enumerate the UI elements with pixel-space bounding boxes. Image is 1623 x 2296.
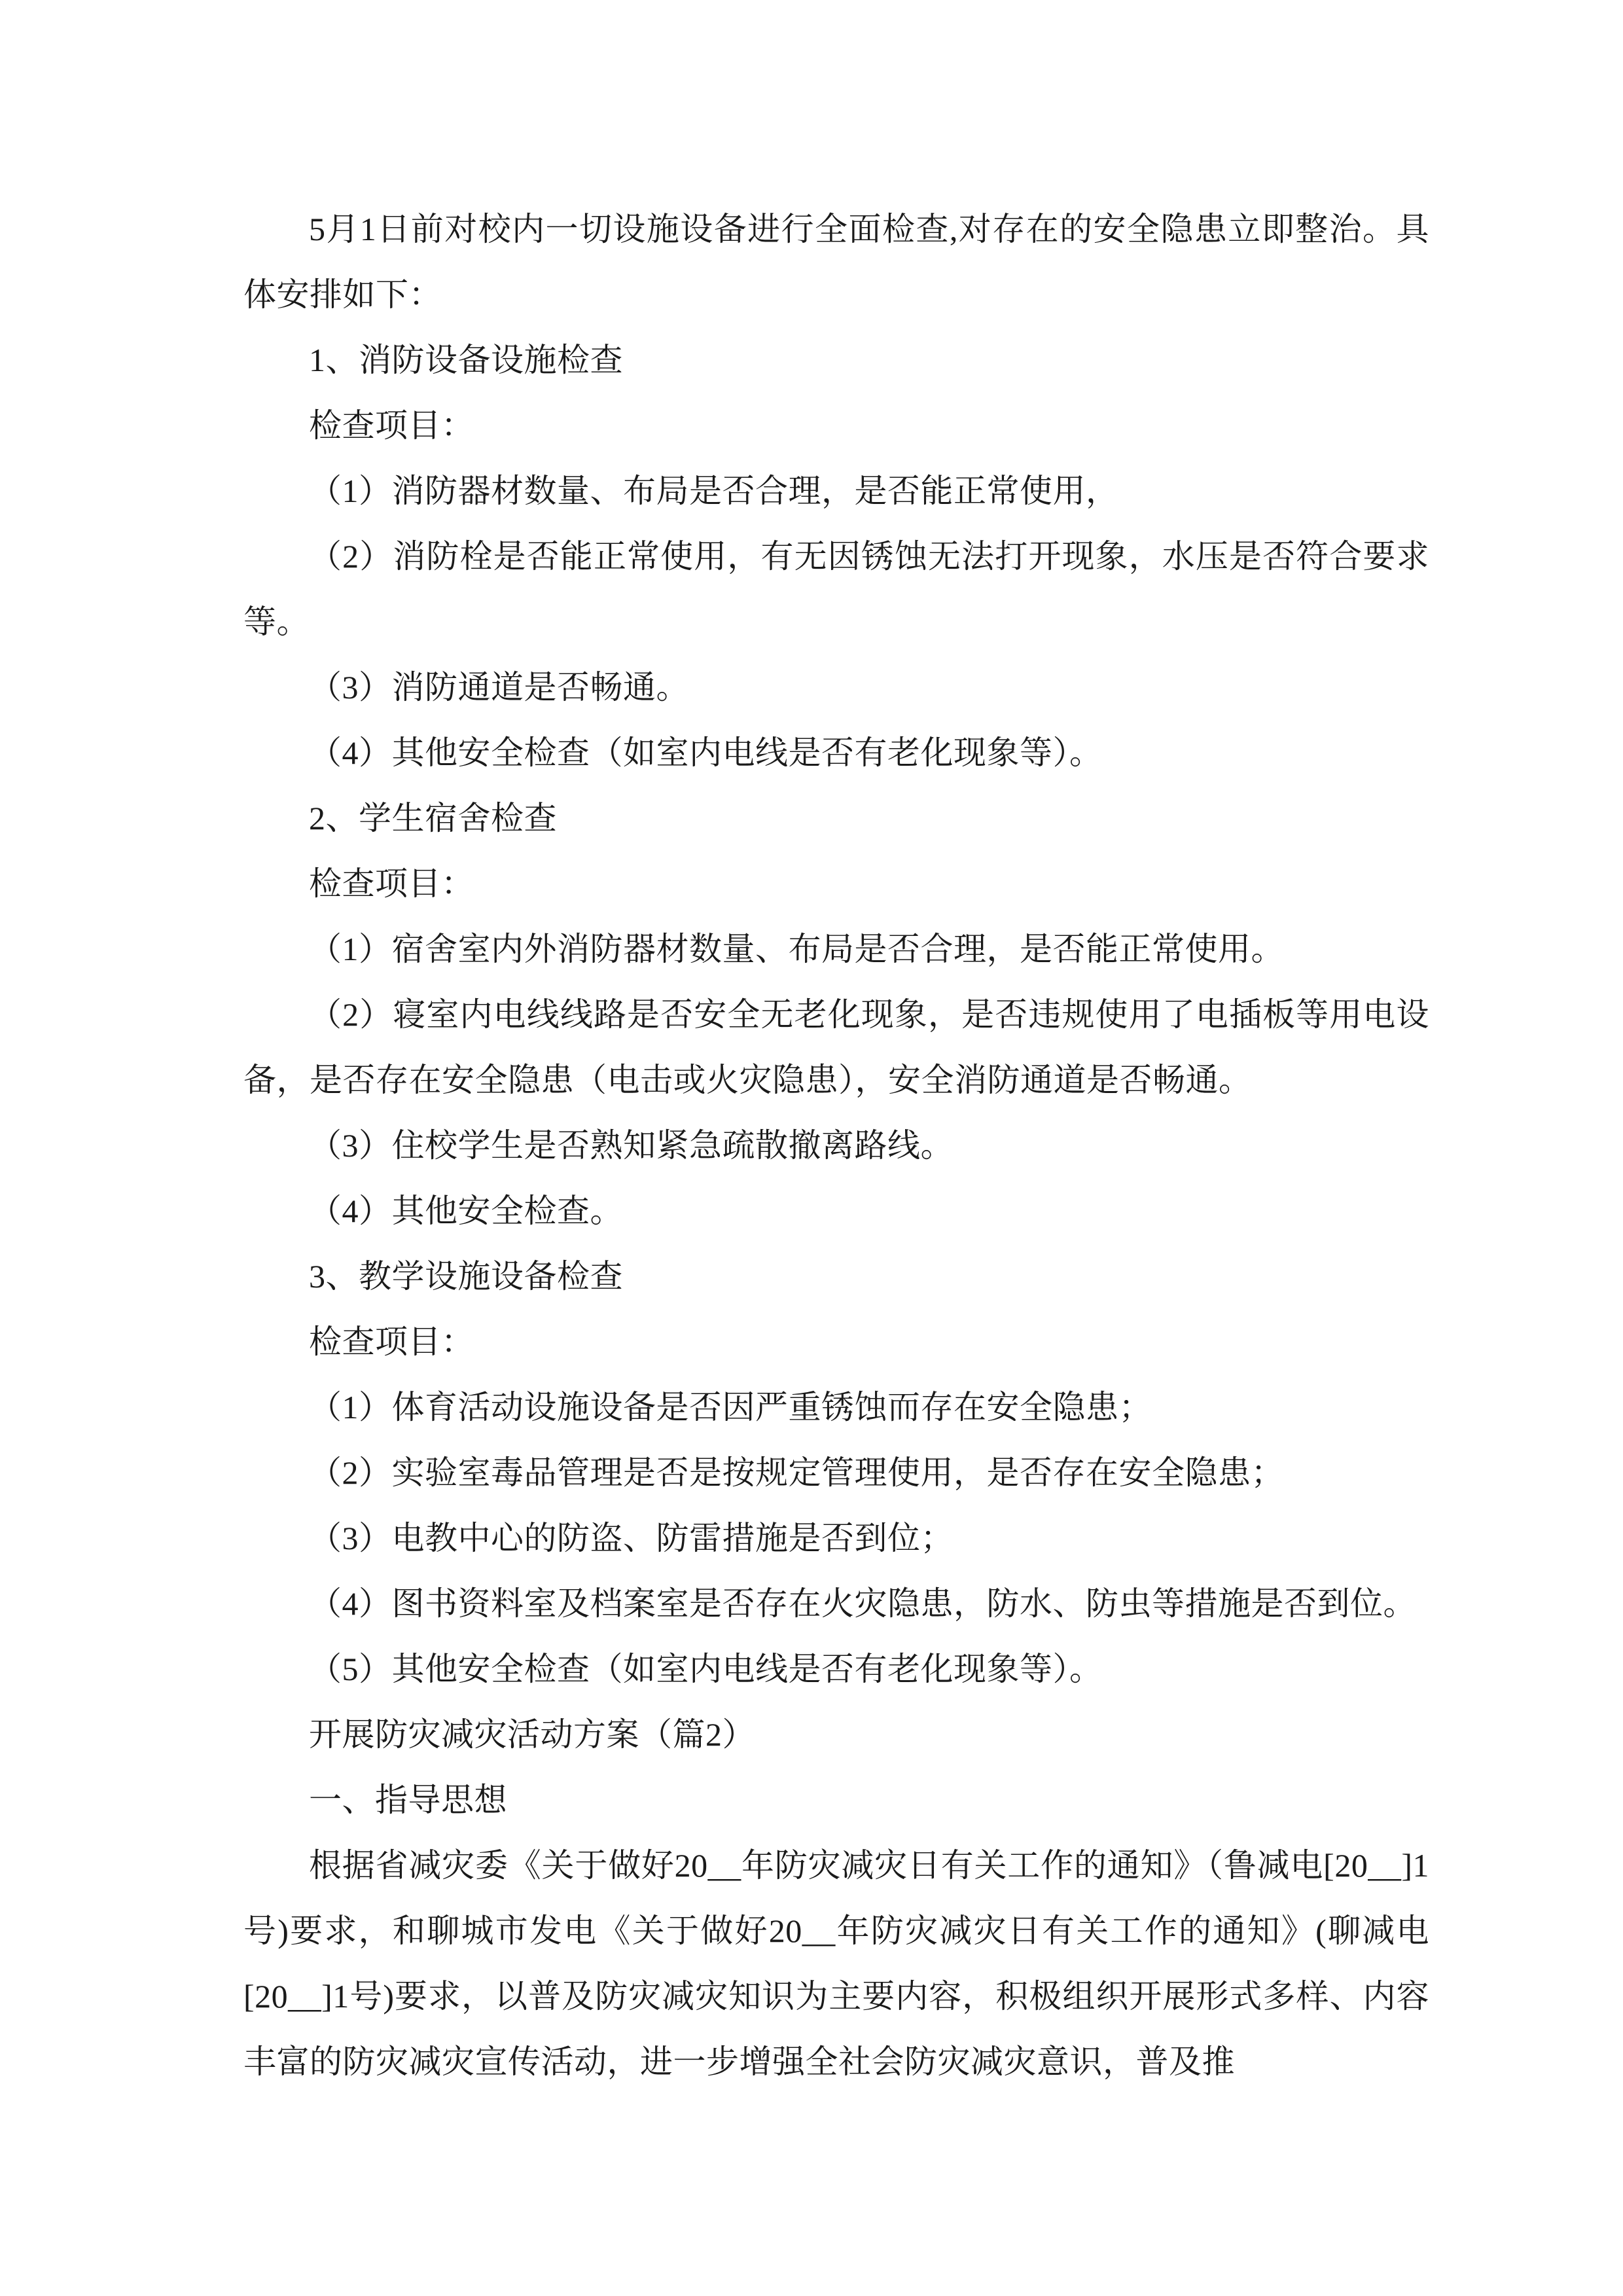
paragraph: 5月1日前对校内一切设施设备进行全面检查,对存在的安全隐患立即整治。具体安排如下： [243, 211, 1429, 313]
paragraph: （3）住校学生是否熟知紧急疏散撤离路线。 [309, 1127, 954, 1164]
paragraph: （1）体育活动设施设备是否因严重锈蚀而存在安全隐患； [309, 1389, 1152, 1426]
paragraph: （4）其他安全检查（如室内电线是否有老化现象等）。 [309, 734, 1103, 771]
paragraph: 一、指导思想 [309, 1782, 507, 1818]
paragraph: 2、学生宿舍检查 [309, 800, 557, 836]
paragraph: （5）其他安全检查（如室内电线是否有老化现象等）。 [309, 1651, 1103, 1687]
paragraph: （1）宿舍室内外消防器材数量、布局是否合理，是否能正常使用。 [309, 931, 1284, 967]
paragraph: （4）其他安全检查。 [309, 1193, 623, 1229]
paragraph: （2）实验室毒品管理是否是按规定管理使用，是否存在安全隐患； [309, 1454, 1284, 1491]
paragraph: 3、教学设施设备检查 [309, 1258, 623, 1295]
paragraph: 检查项目： [309, 865, 474, 902]
paragraph: 检查项目： [309, 407, 474, 444]
document-content [243, 196, 1429, 2094]
paragraph: （2）寝室内电线线路是否安全无老化现象，是否违规使用了电插板等用电设备，是否存在安全隐患（电击或火灾隐患），安全消防通道是否畅通。 [243, 996, 1429, 1098]
paragraph: （3）消防通道是否畅通。 [309, 669, 689, 706]
paragraph: 1、消防设备设施检查 [309, 342, 623, 378]
paragraph: 检查项目： [309, 1323, 474, 1360]
paragraph: 根据省减灾委《关于做好20__年防灾减灾日有关工作的通知》（鲁减电[20__]1号)要求，和聊城市发电《关于做好20__年防灾减灾日有关工作的通知》(聊减电[20__]1号)要求，以普及防灾减灾知识为主要内容，积极组织开展形式多样、内容丰富的防灾减灾宣传活动，进一步增强全社会防灾减灾意识，普及推 [243, 1847, 1429, 2080]
paragraph: （1）消防器材数量、布局是否合理，是否能正常使用， [309, 473, 1119, 509]
paragraph: （4）图书资料室及档案室是否存在火灾隐患，防水、防虫等措施是否到位。 [309, 1585, 1416, 1622]
paragraph: （3）电教中心的防盗、防雷措施是否到位； [309, 1520, 954, 1556]
paragraph: 开展防灾减灾活动方案（篇2） [309, 1716, 755, 1753]
paragraph: （2）消防栓是否能正常使用，有无因锈蚀无法打开现象，水压是否符合要求等。 [243, 538, 1429, 640]
